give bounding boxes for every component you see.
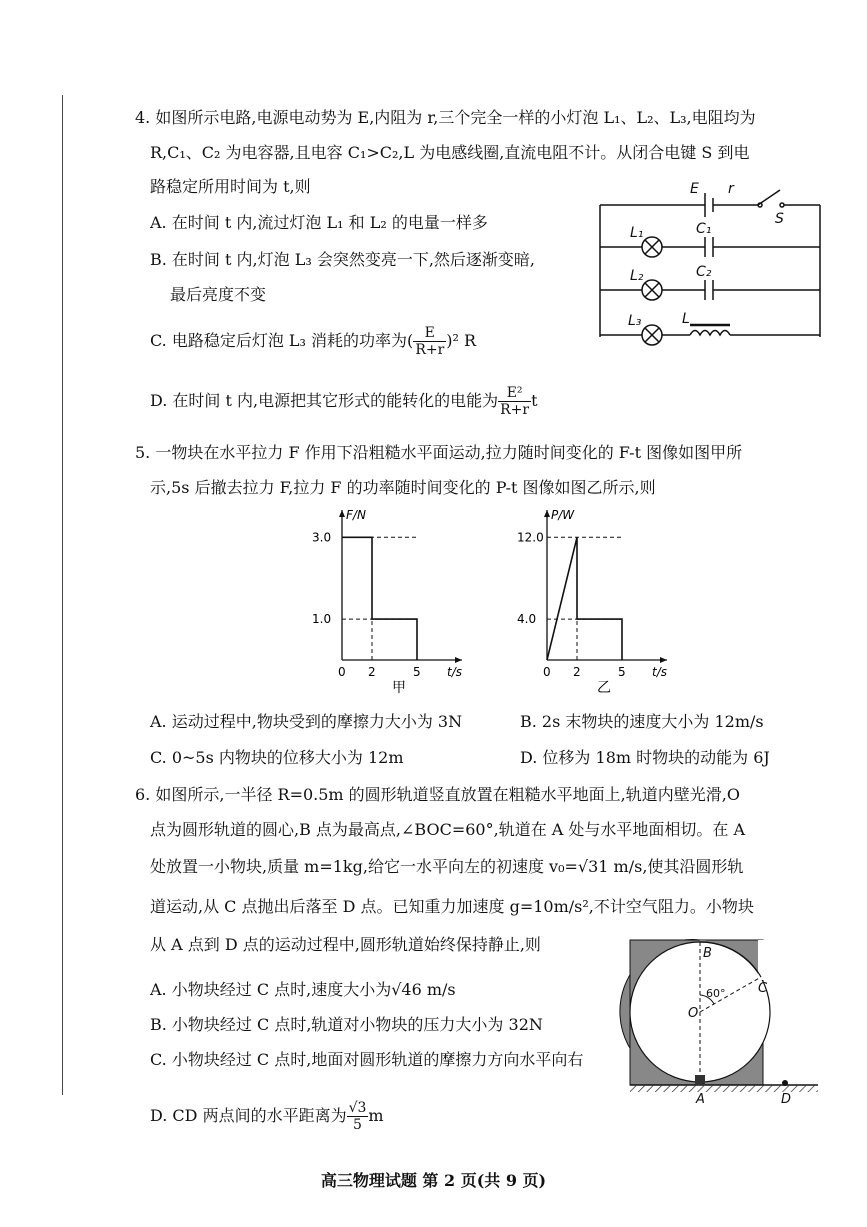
x-tick-label: 2 (368, 665, 376, 679)
q5-line2: 示,5s 后撤去拉力 F,拉力 F 的功率随时间变化的 P-t 图像如图乙所示,则 (150, 478, 656, 497)
label-L3: L₃ (628, 313, 642, 329)
label-B: B (703, 946, 712, 961)
q6-line5: 从 A 点到 D 点的运动过程中,圆形轨道始终保持静止,则 (150, 935, 541, 954)
label-A: A (696, 1092, 705, 1105)
y-tick-label: 1.0 (312, 612, 332, 627)
x-tick-label: 5 (413, 665, 421, 679)
x-tick-label: 0 (543, 665, 551, 679)
y-axis-label: P/W (551, 508, 575, 522)
q4-line2: R,C₁、C₂ 为电容器,且电容 C₁>C₂,L 为电感线圈,直流电阻不计。从闭合电键 S 到电 (150, 143, 750, 162)
label-D: D (781, 1092, 792, 1105)
track-figure (608, 935, 818, 1105)
q4-option-a: A. 在时间 t 内,流过灯泡 L₁ 和 L₂ 的电量一样多 (150, 213, 488, 232)
q5-option-c: C. 0~5s 内物块的位移大小为 12m (150, 748, 404, 767)
q4-line3: 路稳定所用时间为 t,则 (150, 177, 311, 196)
q4-option-c: C. 电路稳定后灯泡 L₃ 消耗的功率为( $\frac{E}{R+r}$ )² R (150, 325, 477, 358)
x-axis-arrow (455, 657, 462, 663)
x-tick-label: 2 (573, 665, 581, 679)
q6-line4: 道运动,从 C 点抛出后落至 D 点。已知重力加速度 g=10m/s²,不计空气阻力。小物块 (150, 897, 754, 916)
label-O: O (688, 1006, 699, 1021)
fraction: $\frac{\text{E²}}{R+r}$ (500, 385, 530, 418)
q4-option-d: D. 在时间 t 内,电源把其它形式的能转化的电能为 $\frac{\text{E²}}{R+r}$ t (150, 385, 538, 418)
y-tick-label: 3.0 (312, 530, 332, 545)
y-tick-label: 4.0 (517, 612, 537, 627)
label-E: E (690, 181, 699, 197)
q5-option-b: B. 2s 末物块的速度大小为 12m/s (520, 712, 764, 731)
chart-f-t (300, 505, 470, 695)
circuit-diagram (590, 175, 830, 350)
label-C: C (758, 981, 768, 996)
q4-option-b-cont: 最后亮度不变 (170, 285, 267, 304)
y-tick-label: 12.0 (517, 530, 544, 545)
y-axis-arrow (544, 510, 550, 517)
q5-option-d: D. 位移为 18m 时物块的动能为 6J (520, 748, 770, 767)
q5-line1: 5. 一物块在水平拉力 F 作用下沿粗糙水平面运动,拉力随时间变化的 F-t 图像如图甲所 (135, 443, 743, 462)
label-L1: L₁ (630, 225, 644, 241)
q4-option-b: B. 在时间 t 内,灯泡 L₃ 会突然变亮一下,然后逐渐变暗, (150, 250, 536, 269)
fraction: $\frac{√3}{5}$ (348, 1100, 367, 1133)
data-series-line (547, 537, 622, 660)
q4-line1: 4. 如图所示电路,电源电动势为 E,内阻为 r,三个完全一样的小灯泡 L₁、L₂、L₃,电阻均为 (135, 108, 756, 127)
y-axis-arrow (339, 510, 345, 517)
q6-option-b: B. 小物块经过 C 点时,轨道对小物块的压力大小为 32N (150, 1015, 543, 1034)
q6-line3: 处放置一小物块,质量 m=1kg,给它一水平向左的初速度 v₀=√31 m/s,使其沿圆形轨 (150, 857, 744, 876)
chart-caption: 乙 (597, 680, 611, 695)
x-axis-label: t/s (447, 665, 462, 679)
label-L: L (682, 311, 690, 327)
x-tick-label: 5 (618, 665, 626, 679)
label-r: r (728, 181, 734, 197)
q6-line1: 6. 如图所示,一半径 R=0.5m 的圆形轨道竖直放置在粗糙水平地面上,轨道内壁光滑,O (135, 785, 740, 804)
chart-caption: 甲 (392, 680, 406, 695)
label-C1: C₁ (696, 221, 712, 237)
y-axis-label: F/N (346, 508, 366, 522)
x-tick-label: 0 (338, 665, 346, 679)
fraction: $\frac{E}{R+r}$ (415, 325, 445, 358)
q6-option-a: A. 小物块经过 C 点时,速度大小为√46 m/s (150, 980, 456, 999)
x-axis-label: t/s (652, 665, 667, 679)
margin-line (62, 95, 63, 1095)
q6-option-d: D. CD 两点间的水平距离为 $\frac{√3}{5}$ m (150, 1100, 384, 1133)
label-angle: 60° (706, 987, 726, 1000)
chart-p-t (505, 505, 675, 695)
x-axis-arrow (660, 657, 667, 663)
q6-option-c: C. 小物块经过 C 点时,地面对圆形轨道的摩擦力方向水平向右 (150, 1050, 584, 1069)
q5-option-a: A. 运动过程中,物块受到的摩擦力大小为 3N (150, 712, 463, 731)
label-C2: C₂ (696, 264, 712, 280)
label-S: S (775, 211, 784, 227)
label-L2: L₂ (630, 268, 644, 284)
data-series-line (342, 537, 417, 660)
q6-line2: 点为圆形轨道的圆心,B 点为最高点,∠BOC=60°,轨道在 A 处与水平地面相切。在 A (150, 820, 746, 839)
page-footer: 高三物理试题 第 2 页(共 9 页) (320, 1171, 547, 1190)
